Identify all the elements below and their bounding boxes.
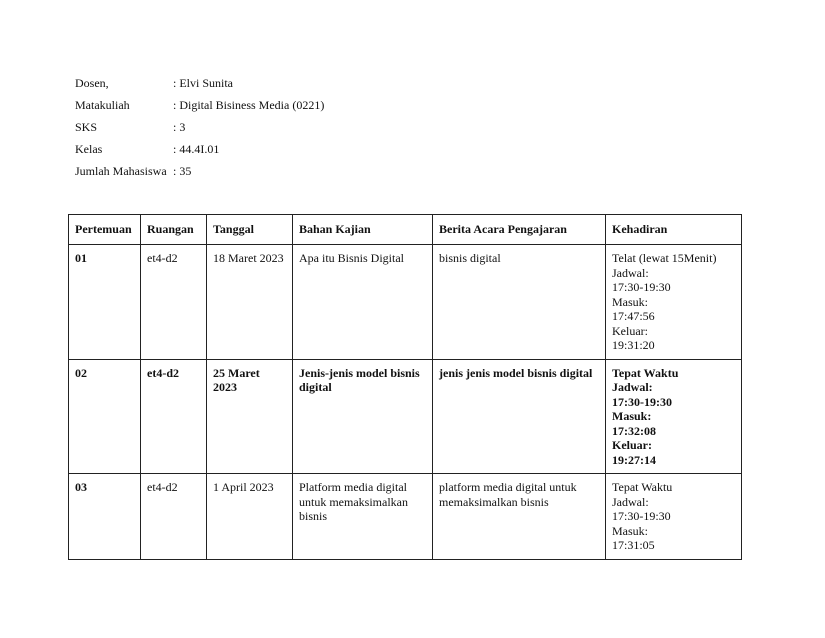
kehadiran-line: Keluar:	[612, 438, 652, 452]
pertemuan-cell: 03	[69, 474, 141, 560]
tanggal-cell: 25 Maret 2023	[207, 359, 293, 474]
attendance-table	[68, 214, 742, 560]
col-pertemuan: Pertemuan	[69, 215, 141, 245]
kehadiran-line: 17:30-19:30	[612, 509, 671, 523]
pertemuan-cell: 01	[69, 245, 141, 360]
kehadiran-status: Tepat Waktu	[612, 480, 673, 494]
berita-cell: jenis jenis model bisnis digital	[433, 359, 606, 474]
table-header-row	[69, 215, 742, 245]
col-ruangan: Ruangan	[141, 215, 207, 245]
col-kehadiran: Kehadiran	[606, 215, 742, 245]
kehadiran-line: 17:31:05	[612, 538, 655, 552]
tanggal-cell: 18 Maret 2023	[207, 245, 293, 360]
berita-cell: platform media digital untuk memaksimalkan bisnis	[433, 474, 606, 560]
col-berita-acara: Berita Acara Pengajaran	[433, 215, 606, 245]
matakuliah-label: Matakuliah	[75, 98, 130, 112]
kehadiran-line: Jadwal:	[612, 494, 649, 509]
kehadiran-cell	[606, 474, 742, 560]
bahan-cell: Apa itu Bisnis Digital	[293, 245, 433, 360]
kehadiran-line: Jadwal:	[612, 380, 653, 394]
col-bahan-kajian: Bahan Kajian	[293, 215, 433, 245]
kehadiran-status: Tepat Waktu	[612, 365, 679, 380]
tanggal-cell: 1 April 2023	[207, 474, 293, 560]
kehadiran-line: 17:30-19:30	[612, 394, 672, 409]
ruangan-cell: et4-d2	[141, 359, 207, 474]
bahan-cell: Jenis-jenis model bisnis digital	[293, 359, 433, 474]
table-row	[69, 474, 742, 560]
table-row	[69, 245, 742, 360]
kehadiran-line: 19:27:14	[612, 452, 656, 467]
kelas-label: Kelas	[75, 142, 103, 156]
sks-value: : 3	[173, 120, 186, 134]
matakuliah-value: : Digital Bisiness Media (0221)	[173, 98, 325, 112]
kehadiran-line: Keluar:	[612, 323, 648, 338]
kehadiran-line: Masuk:	[612, 523, 648, 538]
kehadiran-line: 19:31:20	[612, 338, 655, 352]
col-tanggal: Tanggal	[207, 215, 293, 245]
kehadiran-line: Jadwal:	[612, 265, 649, 280]
kelas-value: : 44.4I.01	[173, 142, 220, 156]
kehadiran-line: Masuk:	[612, 409, 652, 423]
kehadiran-cell	[606, 359, 742, 474]
kehadiran-status: Telat (lewat 15Menit)	[612, 251, 717, 265]
kehadiran-cell	[606, 245, 742, 360]
sks-label: SKS	[75, 120, 98, 134]
dosen-label: Dosen,	[75, 76, 109, 90]
kehadiran-line: 17:32:08	[612, 423, 656, 438]
bahan-cell: Platform media digital untuk memaksimalkan bisnis	[293, 474, 433, 560]
berita-cell: bisnis digital	[433, 245, 606, 360]
jumlah-label: Jumlah Mahasiswa	[75, 164, 167, 178]
kehadiran-line: 17:30-19:30	[612, 280, 671, 294]
table-row	[69, 359, 742, 474]
jumlah-value: : 35	[173, 164, 192, 178]
kehadiran-line: Masuk:	[612, 294, 648, 309]
dosen-value: : Elvi Sunita	[173, 76, 233, 90]
ruangan-cell: et4-d2	[141, 474, 207, 560]
kehadiran-line: 17:47:56	[612, 309, 655, 323]
pertemuan-cell: 02	[69, 359, 141, 474]
ruangan-cell: et4-d2	[141, 245, 207, 360]
